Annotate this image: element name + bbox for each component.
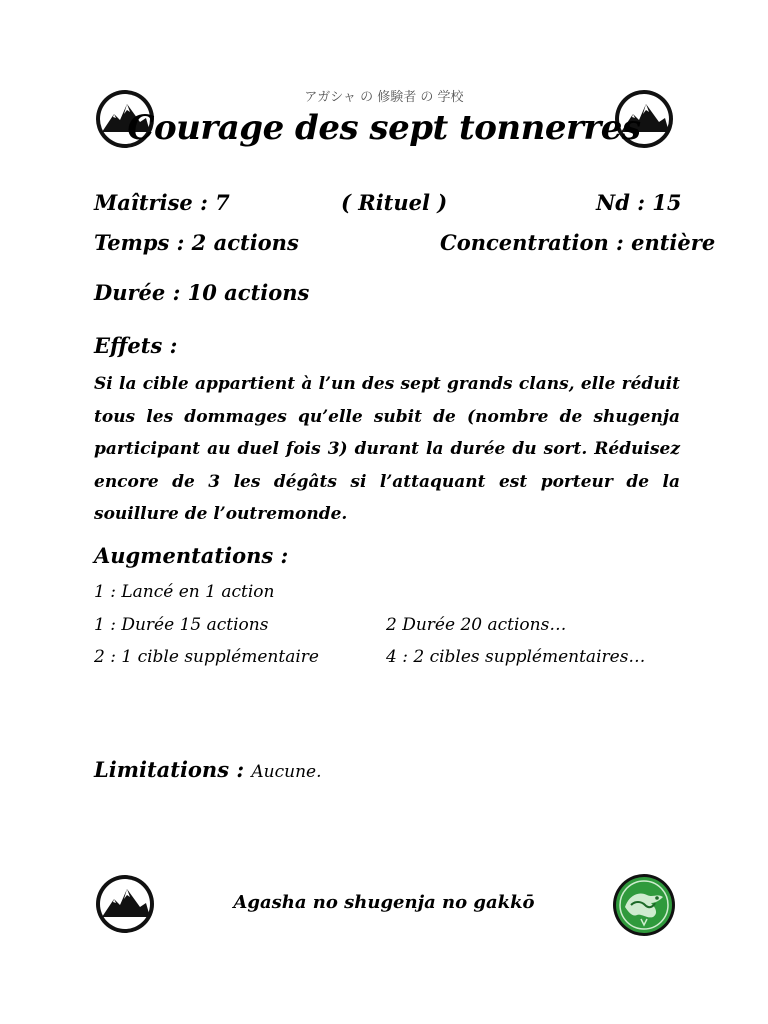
stat-concentration: Concentration : entière xyxy=(440,230,716,255)
stat-maitrise: Maîtrise : 7 xyxy=(94,190,230,215)
stat-duree: Durée : 10 actions xyxy=(94,280,310,305)
limitations-heading: Limitations : xyxy=(94,757,245,782)
stat-temps: Temps : 2 actions xyxy=(94,230,299,255)
stat-nd: Nd : 15 xyxy=(596,190,682,215)
augmentation-item: 1 : Durée 15 actions xyxy=(94,615,269,635)
limitations-row xyxy=(94,757,322,782)
limitations-value: Aucune. xyxy=(251,762,322,782)
augmentation-item: 4 : 2 cibles supplémentaires… xyxy=(386,647,646,667)
augmentation-item: 2 Durée 20 actions… xyxy=(386,615,567,635)
augmentation-item: 2 : 1 cible supplémentaire xyxy=(94,647,319,667)
page-subtitle-japanese: アガシャ の 修験者 の 学校 xyxy=(304,90,464,105)
augmentation-item: 1 : Lancé en 1 action xyxy=(94,582,275,602)
footer-text: Agasha no shugenja no gakkō xyxy=(233,892,535,913)
stat-type: ( Rituel ) xyxy=(341,190,448,215)
dragon-seal-icon xyxy=(611,873,677,937)
effects-heading: Effets : xyxy=(94,333,178,358)
effects-text: Si la cible appartient à l’un des sept grands clans, elle réduit tous les dommages qu’elle subit de (nombre de shugenja participant au duel fois 3) durant la durée du sort. Réduisez encore de 3 les dégâts si l’attaquant est porteur de la souillure de l’outremonde. xyxy=(94,374,680,524)
augmentations-heading: Augmentations : xyxy=(94,543,289,568)
page-title: Courage des sept tonnerres xyxy=(127,108,641,148)
